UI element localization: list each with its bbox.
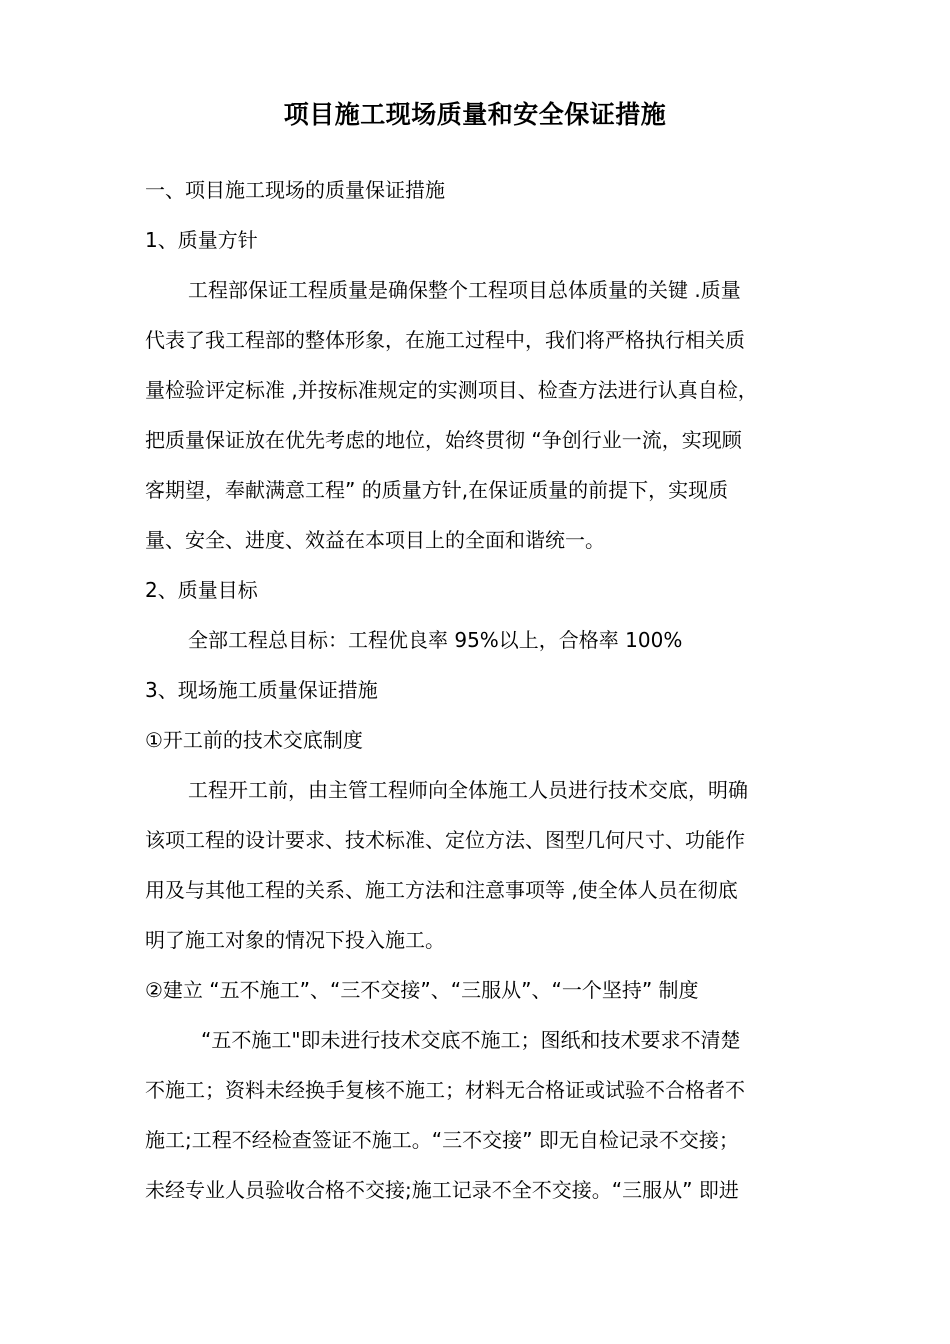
text-line: 未经专业人员验收合格不交接;施工记录不全不交接。“三服从” 即进 [145, 1178, 739, 1202]
text-line: 客期望，奉献满意工程” 的质量方针,在保证质量的前提下，实现质 [145, 478, 729, 502]
text-line: ②建立 “五不施工”、“三不交接”、“三服从”、“一个坚持” 制度 [145, 978, 699, 1002]
text-line: 不施工；资料未经换手复核不施工；材料无合格证或试验不合格者不 [145, 1078, 745, 1102]
text-line: 一、项目施工现场的质量保证措施 [145, 178, 445, 202]
text-line: 用及与其他工程的关系、施工方法和注意事项等 ,使全体人员在彻底 [145, 878, 738, 902]
text-line: 工程开工前，由主管工程师向全体施工人员进行技术交底，明确 [188, 778, 748, 802]
text-line: 量检验评定标准 ,并按标准规定的实测项目、检查方法进行认真自检， [145, 378, 758, 402]
text-line: 量、安全、进度、效益在本项目上的全面和谐统一。 [145, 528, 605, 552]
text-line: 3、现场施工质量保证措施 [145, 678, 378, 702]
text-line: ①开工前的技术交底制度 [145, 728, 363, 752]
text-line: 全部工程总目标：工程优良率 95%以上，合格率 100% [188, 628, 683, 652]
text-line: 2、质量目标 [145, 578, 258, 602]
document-title: 项目施工现场质量和安全保证措施 [283, 100, 667, 129]
text-line: 把质量保证放在优先考虑的地位，始终贯彻 “争创行业一流，实现顾 [145, 428, 742, 452]
text-line: 工程部保证工程质量是确保整个工程项目总体质量的关键 .质量 [188, 278, 741, 302]
text-line: 该项工程的设计要求、技术标准、定位方法、图型几何尺寸、功能作 [145, 828, 745, 852]
text-line: “五不施工"即未进行技术交底不施工；图纸和技术要求不清楚 [201, 1028, 741, 1052]
text-line: 施工;工程不经检查签证不施工。“三不交接” 即无自检记录不交接； [145, 1128, 739, 1152]
text-line: 代表了我工程部的整体形象，在施工过程中，我们将严格执行相关质 [145, 328, 745, 352]
text-line: 明了施工对象的情况下投入施工。 [145, 928, 445, 952]
document-body [145, 165, 817, 1215]
text-line: 1、质量方针 [145, 228, 258, 252]
